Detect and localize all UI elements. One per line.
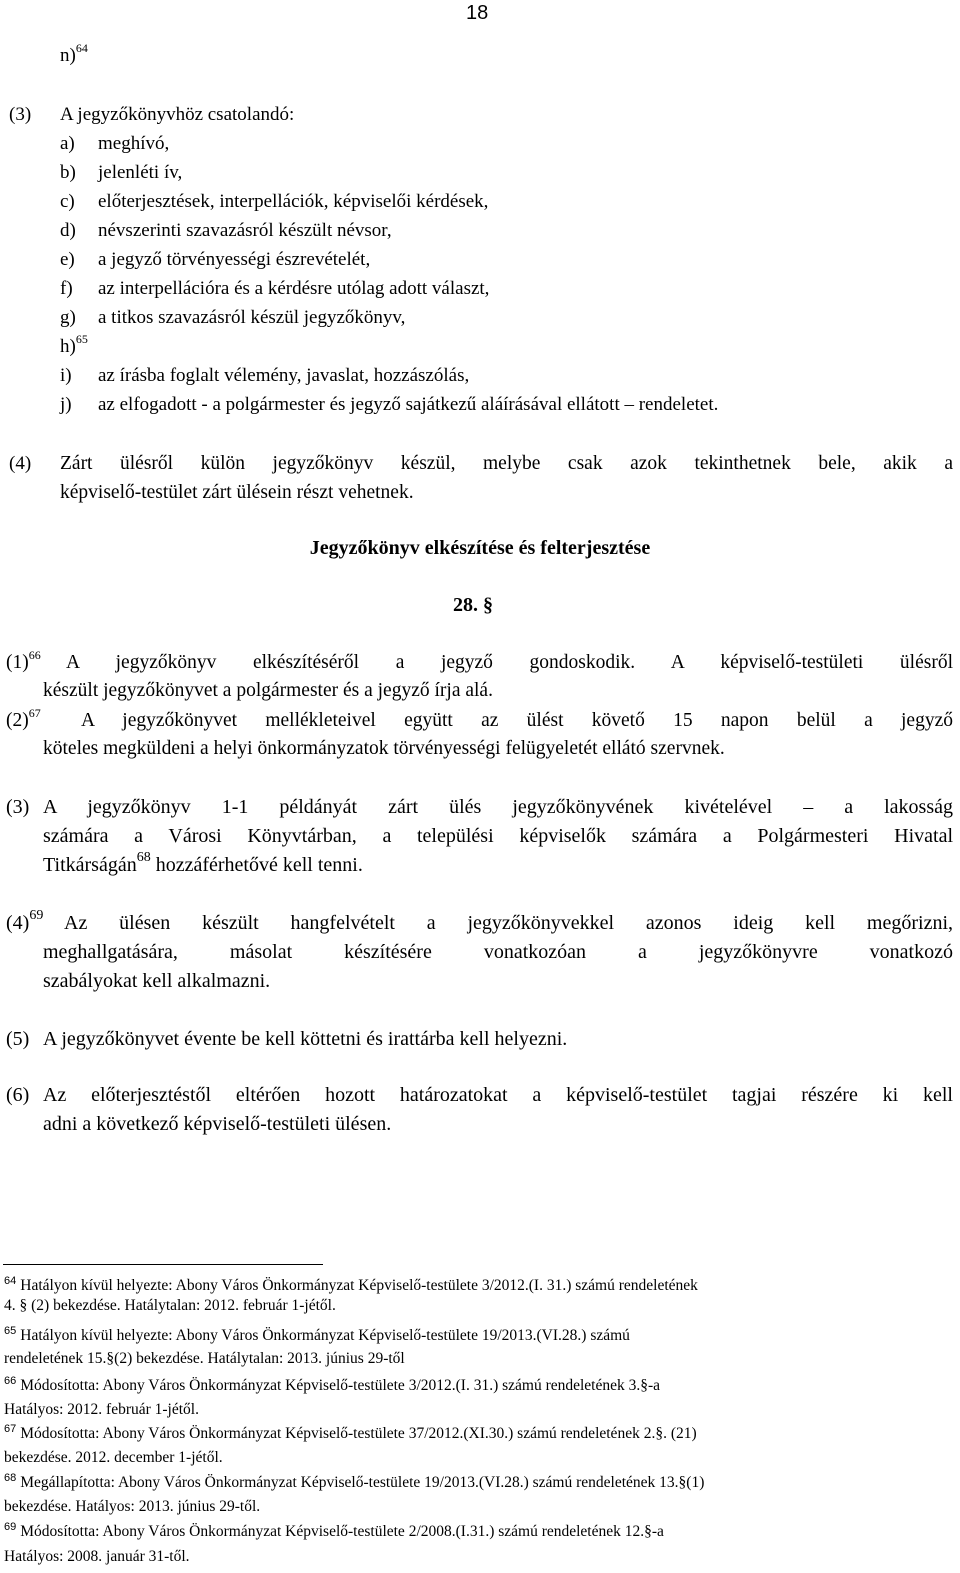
footnote: $^{66}$ Módosította: Abony Város Önkormányzat Képviselő-testülete 3/2012.(I. 31.) számú rendeletének 3.§-a [4,1375,661,1394]
list-item: e) a jegyző törvényességi észrevételét, [60,249,371,270]
list-item: j) az elfogadott - a polgármester és jegyző sajátkezű aláírásával ellátott – rendeletet. [60,394,719,415]
item-n [60,41,88,72]
paragraph-4-line1: Az ülésen készült hangfelvételt a jegyzőkönyvekkel azonos ideig kell megőrizni, [64,912,953,934]
list-item: i) az írásba foglalt vélemény, javaslat, hozzászólás, [60,365,470,386]
paragraph-1-line1: A jegyzőkönyv elkészítéséről a jegyző gondoskodik. A képviselő-testületi ülésről [66,652,953,673]
list-item: f) az interpellációra és a kérdésre utólag adott választ, [60,278,490,299]
paragraph-2-line2: köteles megküldeni a helyi önkormányzatok törvényességi felügyeletét ellátó szervnek. [43,738,725,759]
paragraph-4-number: $(4)^{69}$ [6,908,44,934]
list-item: h)$^{65}$ [60,332,88,357]
paragraph-1-number: $(1)^{66}$ [6,648,41,673]
footnote: $^{68}$ Megállapította: Abony Város Önkormányzat Képviselő-testülete 19/2013.(VI.28.) számú rendeletének 13.§(1) [4,1472,705,1491]
footnote-ref: 64 [75,41,88,55]
footnote-ref: 69 [29,908,44,923]
paragraph-6-line2: adni a következő képviselő-testületi ülésen. [43,1113,392,1135]
paragraph-2-number: $(2)^{67}$ [6,706,41,731]
footnote-cont: rendeletének 15.§(2) bekezdése. Hatálytalan: 2013. június 29-től [4,1350,405,1367]
section-4-number: (4) [9,453,32,474]
list-item: a) meghívó, [60,133,170,154]
footnote-ref: 66 [28,648,41,662]
footnote-ref: 65 [75,332,88,346]
paragraph-5-number: (5) [6,1028,30,1050]
footnote-cont: bekezdése. Hatályos: 2013. június 29-től. [4,1498,261,1515]
list-item: c) előterjesztések, interpellációk, képviselői kérdések, [60,191,489,212]
section-4-line1: Zárt ülésről külön jegyzőkönyv készül, melybe csak azok tekinthetnek bele, akik a [60,453,953,474]
paragraph-5-text: A jegyzőkönyvet évente be kell köttetni és irattárba kell helyezni. [43,1028,568,1050]
footnote-separator [3,1264,323,1265]
footnote: $^{65}$ Hatályon kívül helyezte: Abony Város Önkormányzat Képviselő-testülete 19/2013.(VI.28.) számú [4,1325,630,1344]
list-item: g) a titkos szavazásról készül jegyzőkönyv, [60,307,406,328]
footnote-cont: bekezdése. 2012. december 1-jétől. [4,1449,223,1466]
paragraph-3-line2: számára a Városi Könyvtárban, a települési képviselők számára a Polgármesteri Hivatal [43,825,953,847]
footnote-ref: 68 [136,850,151,865]
footnote-ref: 67 [28,706,41,720]
paragraph-3-number: (3) [6,796,30,818]
section-3-intro: A jegyzőkönyvhöz csatolandó: [60,104,295,125]
list-item: d) névszerinti szavazásról készült névsor, [60,220,392,241]
paragraph-3-line1: A jegyzőkönyv 1-1 példányát zárt ülés jegyzőkönyvének kivételével – a lakosság [43,796,953,818]
page-number: 18 [466,2,489,24]
item-label: n) [60,45,76,66]
paragraph-4-line3: szabályokat kell alkalmazni. [43,970,271,992]
footnote-cont: 4. § (2) bekezdése. Hatálytalan: 2012. február 1-jétől. [4,1297,336,1314]
footnote-cont: Hatályos: 2008. január 31-től. [4,1548,190,1565]
section-number: 28. § [453,594,493,616]
footnote: $^{64}$ Hatályon kívül helyezte: Abony Város Önkormányzat Képviselő-testülete 3/2012.(I. 31.) számú rendeletének [4,1275,698,1294]
footnote: $^{69}$ Módosította: Abony Város Önkormányzat Képviselő-testülete 2/2008.(I.31.) számú rendeletének 12.§-a [4,1521,664,1540]
section-heading: Jegyzőkönyv elkészítése és felterjesztése [309,537,651,559]
footnote: $^{67}$ Módosította: Abony Város Önkormányzat Képviselő-testülete 37/2012.(XI.30.) számú rendeletének 2.§. (21) [4,1423,697,1442]
paragraph-6-number: (6) [6,1084,30,1106]
paragraph-1-line2: készült jegyzőkönyvet a polgármester és a jegyző írja alá. [43,680,493,701]
section-4-line2: képviselő-testület zárt ülésein részt vehetnek. [60,482,414,503]
paragraph-3-line3: Titkárságán$^{68}$ hozzáférhetővé kell tenni. [43,850,363,876]
paragraph-2-line1: A jegyzőkönyvet mellékleteivel együtt az ülést követő 15 napon belül a jegyző [81,710,953,731]
paragraph-4-line2: meghallgatására, másolat készítésére vonatkozóan a jegyzőkönyvre vonatkozó [43,941,953,963]
paragraph-6-line1: Az előterjesztéstől eltérően hozott határozatokat a képviselő-testület tagjai részére ki kell [43,1084,953,1106]
footnote-cont: Hatályos: 2012. február 1-jétől. [4,1401,199,1418]
section-3-number: (3) [9,104,32,125]
list-item: b) jelenléti ív, [60,162,183,183]
